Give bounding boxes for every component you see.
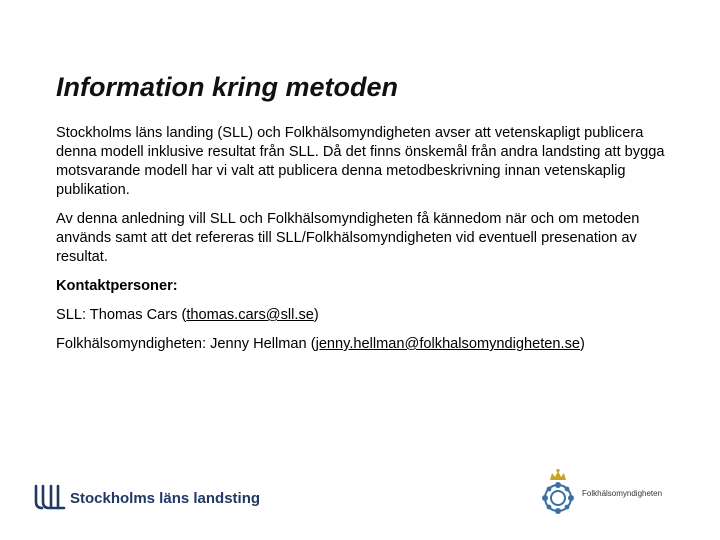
fhm-crown-emblem-icon [536, 468, 580, 518]
contact-sll-email-link[interactable]: thomas.cars@sll.se [186, 307, 314, 323]
contact-sll-close: ) [313, 307, 319, 323]
contact-fhm-close: ) [580, 336, 585, 352]
sll-logo [32, 484, 260, 512]
contact-fhm-email-link[interactable]: jenny.hellman@folkhalsomyndigheten.se [315, 336, 580, 352]
slide-title: Information kring metoden [56, 72, 399, 102]
slide-body [56, 124, 666, 364]
contact-sll-name: SLL: Thomas Cars ( [56, 307, 187, 323]
contacts-heading: Kontaktpersoner: [56, 278, 178, 294]
fhm-logo [536, 468, 662, 518]
contact-fhm [56, 335, 666, 354]
sll-logo-text: Stockholms läns landsting [70, 489, 261, 507]
contact-fhm-name: Folkhälsomyndigheten: Jenny Hellman ( [56, 336, 316, 352]
notice-paragraph: Av denna anledning vill SLL och Folkhälsomyndigheten få kännedom när och om metoden används samt att det refereras till SLL/Folkhälsomyndigheten vid eventuell presenation av resultat. [56, 211, 640, 265]
fhm-logo-text: Folkhälsomyndigheten [582, 488, 663, 498]
intro-paragraph: Stockholms läns landing (SLL) och Folkhälsomyndigheten avser att vetenskapligt publicera denna modell inklusive resultat från SLL. Då det finns önskemål från andra landsting att bygga motsvarande modell har vi valt att publicera denna metodbeskrivning innan vetenskaplig publikation. [56, 125, 665, 198]
contact-sll [56, 306, 666, 325]
sll-logo-icon [32, 484, 66, 512]
